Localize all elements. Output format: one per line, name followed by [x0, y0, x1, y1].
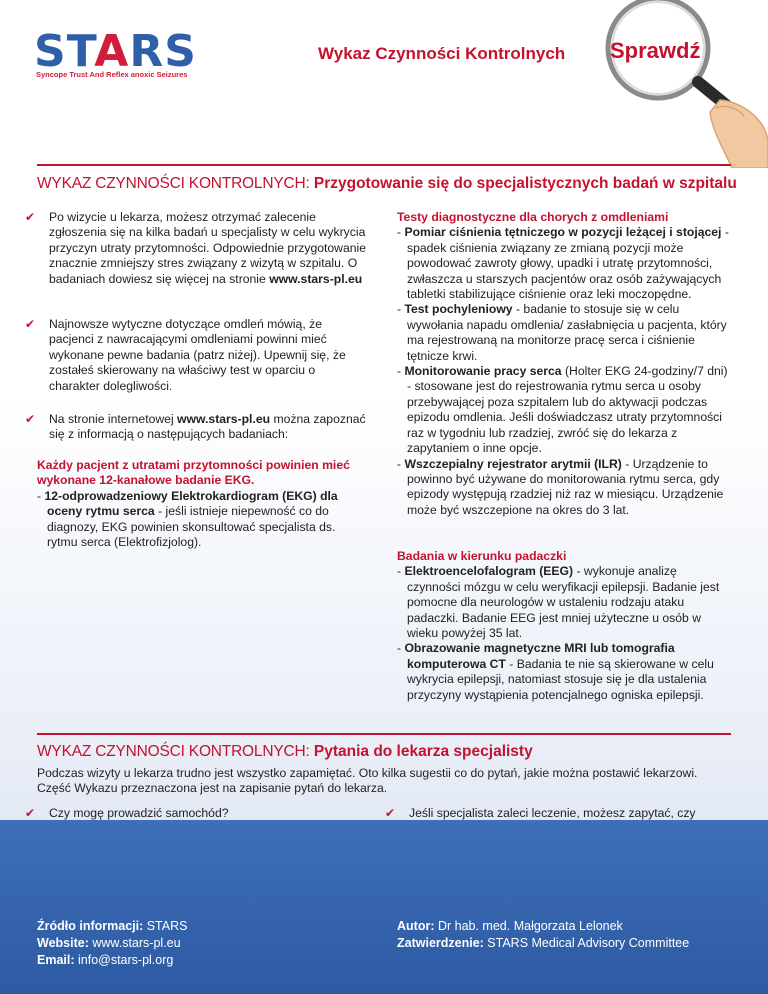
author-value: Dr hab. med. Małgorzata Lelonek	[434, 919, 623, 933]
test-item-eeg: - Elektroencelofalogram (EEG) - wykonuje analizę czynności mózgu w celu weryfikacji epilepsji. Badanie jest pomocne dla neurologów w ustaleniu rodzaju ataku padaczki. Badanie EEG jest mniej użyteczne u osób w wieku powyżej 35 lat.	[397, 564, 720, 641]
logo-text: STARS	[34, 26, 197, 77]
checklist-item-guidelines	[25, 317, 369, 394]
approval-label: Zatwierdzenie:	[397, 936, 484, 950]
test-item-mri: - Obrazowanie magnetyczne MRI lub tomografia komputerowa CT - Badania te nie są skierowane w celu wykrycia epilepsji, natomiast stosuje się je dla ustalenia przyczyny wystąpienia potencjalnego ogniska epilepsji.	[397, 641, 714, 702]
test-title: Pomiar ciśnienia tętniczego w pozycji leżącej i stojącej	[404, 225, 722, 240]
email-label: Email:	[37, 953, 75, 967]
checklist-item-website	[25, 412, 369, 443]
source-label: Źródło informacji:	[37, 919, 144, 933]
logo-subtitle: Syncope Trust And Reflex anoxic Seizures	[36, 70, 188, 79]
website-label: Website:	[37, 936, 89, 950]
ekg-title: 12-odprowadzeniowy Elektrokardiogram (EKG) dla oceny rytmu serca	[44, 488, 338, 519]
footer-website	[37, 935, 187, 952]
section1-title: Przygotowanie się do specjalistycznych badań w szpitalu	[313, 175, 737, 192]
test-text: - badanie to stosuje się w celu wywołania napadu omdlenia/ zasłabnięcia u pacjenta, który ma rejestrowaną na monitorze pracę serca i ciśnienie tętnicze krwi.	[407, 302, 727, 363]
logo-star-letter: A	[94, 26, 130, 77]
test-text: - Urządzenie to powinno być używane do monitorowania rytmu serca, gdy epizody występują rzadziej niż raz w miesiącu. Urządzenie może być wszczepione na okres do 3 lat.	[407, 456, 724, 517]
test-text: - Badania te nie są skierowane w celu wykrycia epilepsji, natomiast stosuje się je dla ustalenia przyczyny wystąpienia potencjalnego ogniska epilepsji.	[407, 656, 714, 702]
section2-title: Pytania do lekarza specjalisty	[313, 743, 533, 760]
footer-right	[397, 918, 689, 952]
section1-heading	[37, 175, 737, 193]
test-item-holter: - Monitorowanie pracy serca (Holter EKG 24-godziny/7 dni) - stosowane jest do rejestrowania rytmu serca u osoby przebywającej poza szpitalem lub do aktywacji podczas epizodu omdlenia. Jeśli doświadczasz utraty przytomności raz w tygodniu lub rzadziej, zwróć się do lekarza z zapytaniem o inne opcje.	[397, 364, 728, 456]
website-value[interactable]: www.stars-pl.eu	[88, 936, 181, 950]
epilepsy-tests-block	[397, 549, 733, 703]
source-value: STARS	[143, 919, 188, 933]
approval-value: STARS Medical Advisory Committee	[483, 936, 690, 950]
test-item-tilt: - Test pochyleniowy - badanie to stosuje się w celu wywołania napadu omdlenia/ zasłabnięcia u pacjenta, który ma rejestrowaną na monitorze pracę serca i ciśnienie tętnicze krwi.	[397, 302, 727, 363]
check-icon: ✔	[25, 210, 36, 224]
item-text: można zapoznać się z informacją o następujących badaniach:	[49, 412, 366, 442]
document-title: Wykaz Czynności Kontrolnych	[318, 44, 566, 63]
test-text: - wykonuje analizę czynności mózgu w celu weryfikacji epilepsji. Badanie jest pomocne dla neurologów w ustaleniu rodzaju ataku padaczki. Badanie EEG jest mniej użyteczne u osób w wieku powyżej 35 lat.	[407, 564, 720, 641]
section2-kicker: WYKAZ CZYNNOŚCI KONTROLNYCH:	[37, 743, 310, 760]
item-text: Na stronie internetowej	[49, 412, 174, 426]
test-item-ilr: - Wszczepialny rejestrator arytmii (ILR) - Urządzenie to powinno być używane do monitorowania rytmu serca, gdy epizody występują rzadziej niż raz w miesiącu. Urządzenie może być wszczepione na okres do 3 lat.	[397, 456, 724, 517]
syncope-tests-block	[397, 210, 733, 518]
footer-source	[37, 918, 187, 935]
website-link[interactable]: www.stars-pl.eu	[269, 271, 363, 286]
item-text: Najnowsze wytyczne dotyczące omdleń mówią, że pacjenci z nawracającymi omdleniami powinni mieć wykonane pewne badania (patrz niżej). Upewnij się, że zostałeś skierowany na właściwy test w oparciu o charakter dolegliwości.	[49, 317, 346, 393]
epilepsy-heading: Badania w kierunku padaczki	[397, 549, 567, 563]
test-text: (Holter EKG 24-godziny/7 dni) - stosowane jest do rejestrowania rytmu serca u osoby przebywającej poza szpitalem lub do aktywacji podczas epizodu omdlenia. Jeśli doświadczasz utraty przytomności raz w tygodniu lub rzadziej, zwróć się do lekarza z zapytaniem o inne opcje.	[407, 364, 728, 456]
test-text: - spadek ciśnienia związany ze zmianą pozycji może powodować zawroty głowy, upadki i utratę przytomności, zwłaszcza u starszych pacjentów oraz osób zażywających tabletki stabilizujące ciśnienie oraz leki moczopędne.	[407, 225, 729, 302]
footer-author	[397, 918, 689, 935]
section1-kicker: WYKAZ CZYNNOŚCI KONTROLNYCH:	[37, 175, 310, 192]
question-text: Jeśli specjalista zaleci leczenie, możesz zapytać, czy	[409, 806, 696, 820]
footer-left	[37, 918, 187, 969]
test-item-bp: - Pomiar ciśnienia tętniczego w pozycji leżącej i stojącej - spadek ciśnienia związany ze zmianą pozycji może powodować zawroty głowy, upadki i utratę przytomności, zwłaszcza u starszych pacjentów oraz osób zażywających tabletki stabilizujące ciśnienie oraz leki moczopędne.	[397, 225, 729, 302]
test-title: Wszczepialny rejestrator arytmii (ILR)	[404, 456, 622, 471]
test-title: Monitorowanie pracy serca	[404, 364, 562, 379]
author-label: Autor:	[397, 919, 435, 933]
ekg-item: - 12-odprowadzeniowy Elektrokardiogram (EKG) dla oceny rytmu serca - jeśli istnieje niepewność co do diagnozy, EKG powinien skonsultować specjalista ds. rytmu serca (Elektrofizjolog).	[37, 488, 338, 550]
check-icon: ✔	[25, 412, 36, 426]
test-title: Obrazowanie magnetyczne MRI lub tomografia komputerowa CT	[404, 641, 675, 671]
tests-heading: Testy diagnostyczne dla chorych z omdleniami	[397, 210, 669, 224]
ekg-text: - jeśli istnieje niepewność co do diagnozy, EKG powinien skonsultować specjalista ds. rytmu serca (Elektrofizjolog).	[47, 504, 336, 550]
section2-heading	[37, 743, 533, 761]
check-icon: ✔	[25, 317, 36, 331]
question-text: Czy mogę prowadzić samochód?	[49, 806, 229, 820]
section2-intro: Podczas wizyty u lekarza trudno jest wszystko zapamiętać. Oto kilka sugestii co do pytań, jakie można postawić lekarzowi. Część Wykazu przeznaczona jest na zapisanie pytań do lekarza.	[37, 766, 698, 796]
test-title: Test pochyleniowy	[404, 302, 513, 317]
ekg-block	[37, 458, 369, 550]
section1-top-rule	[37, 164, 731, 166]
every-patient-heading: Każdy pacjent z utratami przytomności powinien mieć wykonane 12-kanałowe badanie EKG.	[37, 458, 350, 488]
footer-approval	[397, 935, 689, 952]
test-title: Elektroencelofalogram (EEG)	[404, 564, 574, 579]
checklist-item-referral	[25, 210, 369, 287]
footer-email	[37, 952, 187, 969]
section2-top-rule	[37, 733, 731, 735]
check-icon: ✔	[385, 806, 396, 820]
website-link[interactable]: www.stars-pl.eu	[177, 412, 271, 426]
check-icon: ✔	[25, 806, 36, 820]
sprawdz-badge: Sprawdź	[610, 38, 701, 63]
magnifier-hand-illustration	[592, 0, 768, 168]
email-value[interactable]: info@stars-pl.org	[74, 953, 174, 967]
item-text: Po wizycie u lekarza, możesz otrzymać zalecenie zgłoszenia się na kilka badań u specjalisty w celu wykrycia przyczyn utraty przytomności. Odpowiednie przygotowanie znacznie zmniejszy stres związany z wizytą w szpitalu. O badaniach dowiesz się więcej na stronie	[49, 210, 367, 286]
